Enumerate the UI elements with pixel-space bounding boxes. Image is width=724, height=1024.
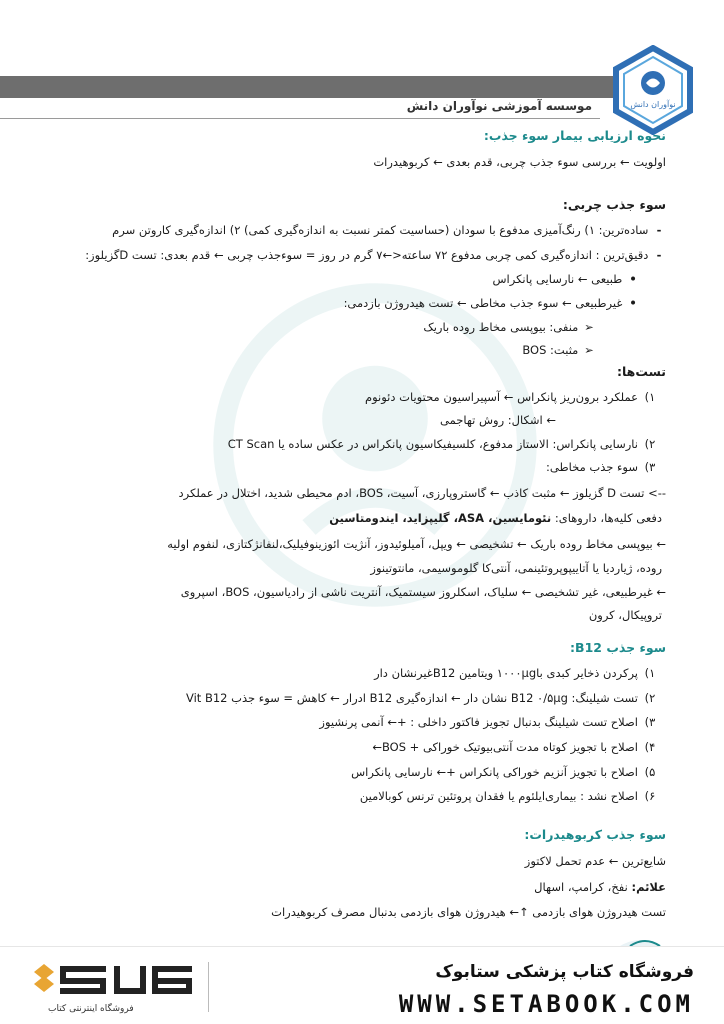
institute-logo (608, 45, 698, 135)
institute-name: موسسه آموزشی نوآوران دانش (406, 99, 592, 113)
arrowhead-icon: ➢ (584, 320, 594, 334)
footer-rule (0, 946, 724, 947)
shop-name: فروشگاه کتاب پزشکی ستابوک (435, 962, 694, 982)
bullet-marker: • (629, 296, 637, 310)
fat-dash-1: - ساده‌ترین: ۱) رنگ‌آمیزی مدفوع با سودان (حساسیت کمتر نسبت به اندازه‌گیری کمی) ۲) اندازه‌گیری کاروتن سرم (112, 222, 666, 238)
carb-line-1: شایع‌ترین ← عدم تحمل لاکتوز (524, 854, 666, 868)
fat-bullet-2: • غیرطبیعی ← سوء جذب مخاطی ← تست هیدروژن بازدمی: (344, 295, 640, 311)
dash-marker: - (656, 248, 662, 262)
setabook-tagline: فروشگاه اینترنتی کتاب (48, 1004, 134, 1014)
test-item-1-sub: ← اشکال: روش تهاجمی (439, 413, 556, 427)
bullet-marker: • (629, 272, 637, 286)
section-title-carb: سوء جذب کربوهیدرات: (524, 827, 666, 842)
section-title-tests: تست‌ها: (616, 364, 666, 379)
header-band (0, 76, 645, 98)
section-title-fat: سوء جذب چربی: (562, 197, 666, 212)
test-item-2: ۲)نارسایی پانکراس: الاستاز مدفوع، کلسیفیکاسیون پانکراس در عکس ساده یا CT Scan (227, 437, 656, 451)
biopsy-line-1: ← بیوپسی مخاط روده باریک ← تشخیصی ← ویپل، آمیلوئیدوز، آنژیت ائوزینوفیلیک،لنفانژکتازی، لنفوم اولیه (167, 537, 666, 551)
nondiag-line-2: تروپیکال، کرون (588, 608, 662, 622)
b12-item-3: ۳)اصلاح تست شیلینگ بدنبال تجویز فاکتور داخلی : +← آنمی پرنشیوز (319, 715, 656, 729)
header-rule (0, 118, 600, 119)
logo-text: نوآوران دانش (630, 100, 676, 109)
dxylose-line-1: --> تست D گزیلوز ← مثبت کاذب ← گاستروپارزی، آسیت، BOS، ادم محیطی شدید، اختلال در عملکرد (178, 486, 666, 500)
biopsy-line-2: روده، ژیاردیا یا آتاییپوپروتئینمی، آنتی‌کا گلوموسیمی، مانتوتینوز (370, 561, 662, 575)
test-item-3: ۳)سوء جذب مخاطی: (546, 460, 656, 474)
b12-item-6: ۶)اصلاح نشد : بیماری‌ایلئوم یا فقدان پروتئین ترنس کوبالامین (359, 789, 656, 803)
arrowhead-icon: ➢ (584, 343, 594, 357)
carb-line-3: تست هیدروژن هوای بازدمی ↑← هیدروژن هوای بازدمی بدنبال مصرف کربوهیدرات (271, 905, 666, 919)
b12-item-5: ۵)اصلاح با تجویز آنزیم خوراکی پانکراس +← نارسایی پانکراس (351, 765, 656, 779)
fat-dash-2: - دقیق‌ترین : اندازه‌گیری کمی چربی مدفوع ۷۲ ساعته<←۷ گرم در روز = سوءجذب چربی ← قدم بعدی: تست Dگزیلوز: (85, 247, 666, 263)
b12-item-1: ۱)پرکردن ذخایر کبدی با۱۰۰۰µg ویتامین B12غیرنشان دار (374, 666, 656, 680)
footer-divider (208, 962, 209, 1012)
dxylose-line-2: دفعی کلیه‌ها، داروهای: نئومایسین، ASA، گلیپزاید، ایندومتاسین (329, 511, 662, 525)
b12-item-4: ۴)اصلاح با تجویز کوتاه مدت آنتی‌بیوتیک خوراکی + BOS← (372, 740, 656, 754)
priority-line: اولویت ← بررسی سوء جذب چربی، قدم بعدی ← کربوهیدرات (373, 155, 666, 169)
website-link[interactable]: WWW.SETABOOK.COM (398, 990, 694, 1018)
fat-arrow-1: ➢ منفی: بیوپسی مخاط روده باریک (423, 319, 596, 335)
b12-item-2: ۲)تست شیلینگ: B12 ۰/۵µg نشان دار ← اندازه‌گیری B12 ادرار ← کاهش = سوء جذب Vit B12 (186, 691, 656, 705)
carb-signs: علائم: نفخ، کرامپ، اسهال (534, 880, 666, 894)
setabook-logo (30, 958, 210, 1004)
fat-bullet-1: • طبیعی ← نارسایی پانکراس (492, 271, 640, 287)
test-item-1: ۱)عملکرد برون‌ریز پانکراس ← آسپیراسیون محتویات دئونوم (364, 390, 656, 404)
section-title-b12: سوء جذب B12: (570, 640, 666, 655)
nondiag-line-1: ← غیرطبیعی، غیر تشخیصی ← سلیاک، اسکلروز سیستمیک، آنتریت ناشی از رادیاسیون، BOS، اسپروی (180, 585, 666, 599)
fat-arrow-2: ➢ مثبت: BOS (522, 342, 596, 358)
dash-marker: - (656, 223, 662, 237)
section-title-evaluation: نحوه ارزیابی بیمار سوء جذب: (483, 128, 666, 143)
